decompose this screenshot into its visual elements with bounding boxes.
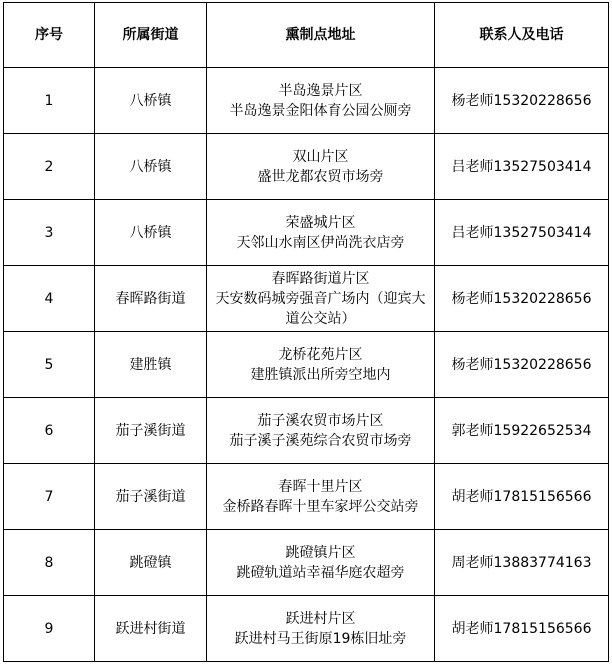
cell-street: 八桥镇 bbox=[95, 134, 207, 200]
cell-serial-number: 9 bbox=[4, 596, 95, 662]
cell-contact: 吕老师13527503414 bbox=[435, 134, 609, 200]
table-row bbox=[4, 398, 609, 464]
table-row bbox=[4, 200, 609, 266]
cell-street: 八桥镇 bbox=[95, 200, 207, 266]
cell-contact: 周老师13883774163 bbox=[435, 530, 609, 596]
header-contact: 联系人及电话 bbox=[435, 3, 609, 68]
cell-street: 跳磴镇 bbox=[95, 530, 207, 596]
cell-address bbox=[207, 200, 435, 266]
header-row bbox=[4, 3, 609, 68]
address-area: 半岛逸景片区 bbox=[278, 82, 363, 99]
header-address: 熏制点地址 bbox=[207, 3, 435, 68]
address-area: 茄子溪农贸市场片区 bbox=[257, 412, 384, 429]
address-area: 春晖路街道片区 bbox=[271, 270, 370, 287]
cell-address bbox=[207, 134, 435, 200]
address-detail: 金桥路春晖十里车家坪公交站旁 bbox=[222, 498, 419, 515]
address-detail: 跃进村马王街原19栋旧址旁 bbox=[234, 630, 407, 647]
cell-contact: 吕老师13527503414 bbox=[435, 200, 609, 266]
address-area: 龙桥花苑片区 bbox=[278, 346, 363, 363]
cell-street: 茄子溪街道 bbox=[95, 398, 207, 464]
address-detail: 茄子溪子溪苑综合农贸市场旁 bbox=[229, 432, 412, 449]
header-street: 所属街道 bbox=[95, 3, 207, 68]
table-row bbox=[4, 596, 609, 662]
address-area: 春晖十里片区 bbox=[278, 478, 363, 495]
address-detail: 天邻山水南区伊尚洗衣店旁 bbox=[236, 234, 405, 251]
table-row bbox=[4, 332, 609, 398]
cell-contact: 杨老师15320228656 bbox=[435, 332, 609, 398]
cell-contact: 胡老师17815156566 bbox=[435, 464, 609, 530]
cell-address bbox=[207, 398, 435, 464]
cell-contact: 杨老师15320228656 bbox=[435, 266, 609, 332]
cell-serial-number: 4 bbox=[4, 266, 95, 332]
table-row bbox=[4, 68, 609, 134]
address-detail: 跳磴轨道站幸福华庭农超旁 bbox=[236, 564, 405, 581]
table-row bbox=[4, 530, 609, 596]
address-detail: 天安数码城旁强音广场内（迎宾大道公交站） bbox=[215, 290, 426, 327]
table-row bbox=[4, 266, 609, 332]
cell-address bbox=[207, 530, 435, 596]
cell-serial-number: 3 bbox=[4, 200, 95, 266]
header-serial-number: 序号 bbox=[4, 3, 95, 68]
cell-serial-number: 5 bbox=[4, 332, 95, 398]
address-area: 跃进村片区 bbox=[285, 610, 356, 627]
cell-contact: 郭老师15922652534 bbox=[435, 398, 609, 464]
cell-serial-number: 7 bbox=[4, 464, 95, 530]
cell-address bbox=[207, 266, 435, 332]
cell-serial-number: 1 bbox=[4, 68, 95, 134]
address-detail: 建胜镇派出所旁空地内 bbox=[250, 366, 391, 383]
cell-serial-number: 2 bbox=[4, 134, 95, 200]
cell-contact: 胡老师17815156566 bbox=[435, 596, 609, 662]
cell-address bbox=[207, 464, 435, 530]
cell-address bbox=[207, 596, 435, 662]
cell-address bbox=[207, 68, 435, 134]
cell-street: 建胜镇 bbox=[95, 332, 207, 398]
cell-address bbox=[207, 332, 435, 398]
smoking-point-table bbox=[3, 2, 609, 662]
cell-serial-number: 8 bbox=[4, 530, 95, 596]
address-detail: 盛世龙都农贸市场旁 bbox=[257, 168, 384, 185]
table-row bbox=[4, 464, 609, 530]
cell-street: 春晖路街道 bbox=[95, 266, 207, 332]
cell-serial-number: 6 bbox=[4, 398, 95, 464]
cell-street: 茄子溪街道 bbox=[95, 464, 207, 530]
address-area: 荣盛城片区 bbox=[285, 214, 356, 231]
cell-contact: 杨老师15320228656 bbox=[435, 68, 609, 134]
address-area: 双山片区 bbox=[292, 148, 349, 165]
cell-street: 跃进村街道 bbox=[95, 596, 207, 662]
cell-street: 八桥镇 bbox=[95, 68, 207, 134]
address-detail: 半岛逸景金阳体育公园公厕旁 bbox=[229, 102, 412, 119]
table-row bbox=[4, 134, 609, 200]
address-area: 跳磴镇片区 bbox=[285, 544, 356, 561]
